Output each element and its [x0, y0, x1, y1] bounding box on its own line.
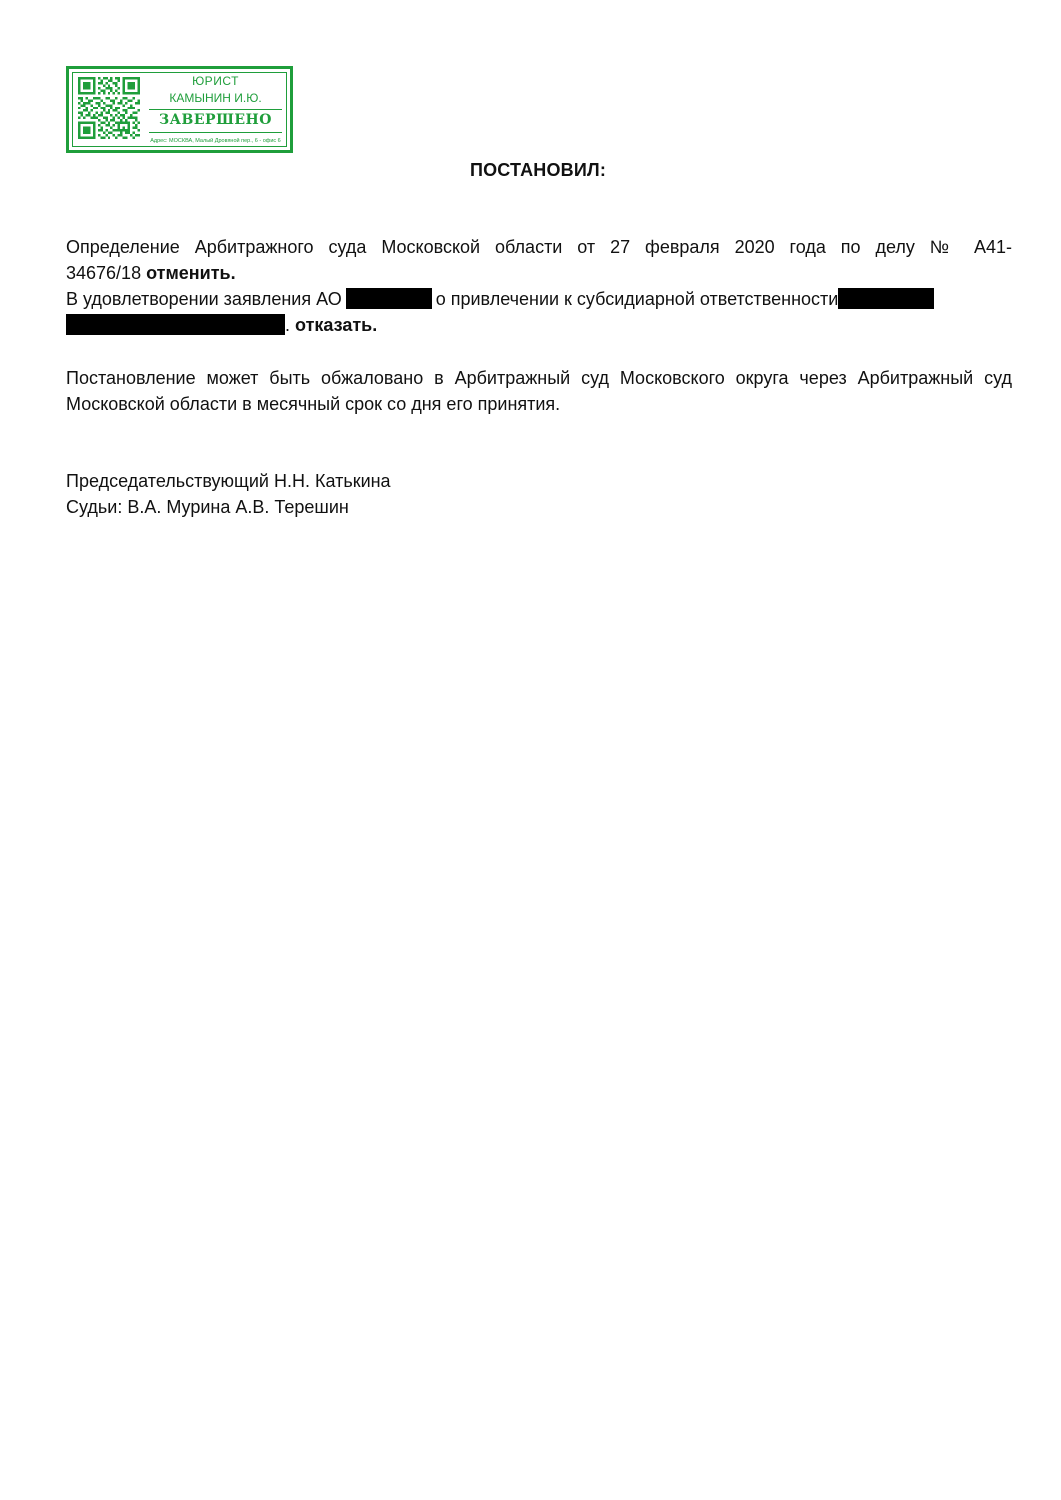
refusal-line-2 — [66, 312, 1012, 338]
stamp-address: Адрес: МОСКВА, Малый Дровяной пер., 6 - офис 6 — [150, 138, 281, 144]
refusal-text-start: В удовлетворении заявления АО — [66, 289, 342, 309]
paragraph-ruling-cancel — [66, 234, 1012, 286]
refusal-text-middle: о привлечении к субсидиарной ответственности — [435, 289, 839, 309]
redaction-person-name-2 — [66, 314, 285, 335]
signature-block — [66, 468, 1012, 520]
ruling-decision-cancel: отменить. — [146, 263, 236, 283]
lawyer-stamp — [66, 66, 293, 153]
ruling-line-2 — [66, 260, 1012, 286]
paragraph-appeal-notice: Постановление может быть обжаловано в Арбитражный суд Московского округа через Арбитражный суд Московской области в месячный срок со дня его принятия. — [66, 368, 1012, 414]
ruling-decision-refuse: отказать. — [295, 315, 378, 335]
redaction-person-name-1 — [838, 288, 934, 309]
judges-list: Судьи: В.А. Мурина А.В. Терешин — [66, 497, 349, 517]
stamp-status: ЗАВЕРШЕНО — [159, 112, 272, 128]
refusal-line-1 — [66, 286, 1012, 312]
stamp-status-box — [149, 109, 282, 133]
refusal-text-period: . — [285, 315, 291, 335]
qr-code-icon — [78, 77, 140, 139]
presiding-judge: Председательствующий Н.Н. Катькина — [66, 471, 391, 491]
stamp-name: КАМЫНИН И.Ю. — [169, 91, 262, 105]
ruling-line-1: Определение Арбитражного суда Московской области от 27 февраля 2020 года по делу № А41- — [66, 237, 1012, 257]
stamp-role: ЮРИСТ — [192, 74, 239, 88]
case-number-tail: 34676/18 — [66, 263, 142, 283]
resolution-heading: ПОСТАНОВИЛ: — [469, 160, 607, 180]
redaction-company-name — [346, 288, 432, 309]
paragraph-ruling-refuse — [66, 286, 1012, 338]
